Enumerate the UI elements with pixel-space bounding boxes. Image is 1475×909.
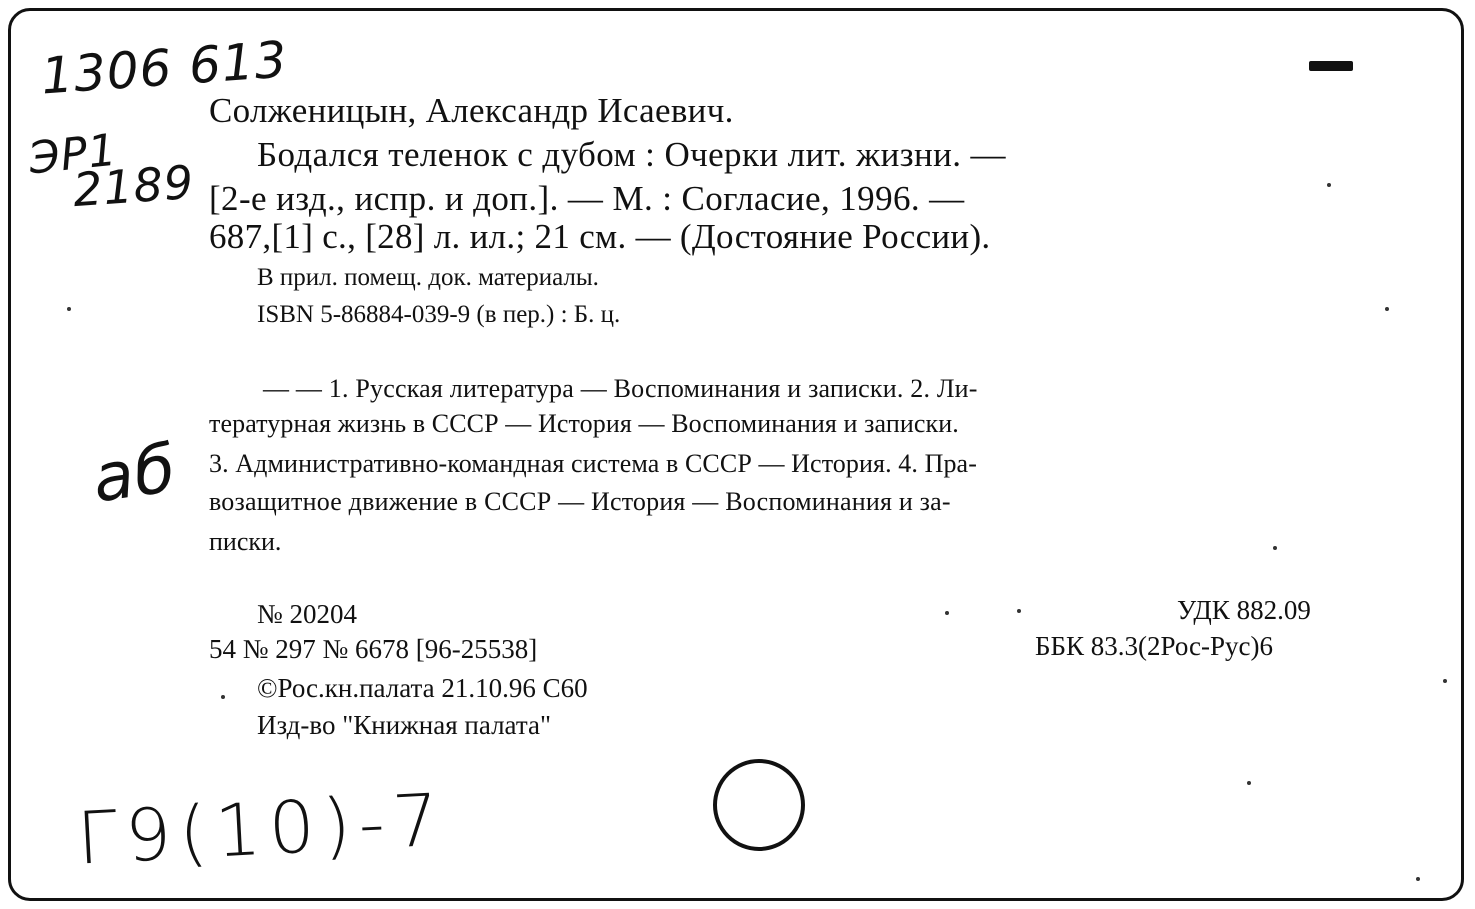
- stamp-circle: [713, 759, 805, 851]
- bbk-code: ББК 83.3(2Рос-Рус)6: [1035, 631, 1273, 661]
- record-number: № 20204: [257, 599, 358, 629]
- subject-line-2: тературная жизнь в СССР — История — Воспоминания и записки.: [209, 409, 959, 438]
- scan-speck: [1416, 877, 1420, 881]
- publisher-line: Изд-во "Книжная палата": [257, 710, 551, 740]
- scan-speck: [1273, 546, 1277, 550]
- udk-code: УДК 882.09: [1177, 595, 1311, 625]
- author-heading: Солженицын, Александр Исаевич.: [209, 91, 734, 130]
- scan-speck: [1385, 307, 1389, 311]
- numbers-line: 54 № 297 № 6678 [96-25538]: [209, 634, 538, 664]
- copyright-line: ©Рос.кн.палата 21.10.96 С60: [257, 673, 588, 703]
- annotation-note: В прил. помещ. док. материалы.: [257, 264, 599, 291]
- corner-mark: [1309, 61, 1353, 71]
- scan-speck: [945, 611, 949, 615]
- handwritten-bottom-code: Г9(10)-7: [75, 777, 449, 881]
- scan-speck: [1327, 183, 1331, 187]
- handwritten-code: ЭР1: [26, 124, 120, 185]
- scan-speck: [1443, 679, 1447, 683]
- scan-speck: [221, 695, 225, 699]
- scan-speck: [67, 307, 71, 311]
- handwritten-code-2: 2189: [71, 154, 196, 218]
- scan-speck: [1247, 781, 1251, 785]
- handwritten-initials: аб: [87, 429, 182, 518]
- title-line-1: Бодался теленок с дубом : Очерки лит. жизни. —: [257, 135, 1006, 174]
- title-line-2: [2-е изд., испр. и доп.]. — М. : Согласие, 1996. —: [209, 179, 965, 218]
- handwritten-number: 1306 613: [39, 30, 290, 106]
- catalog-card: [8, 8, 1464, 901]
- subject-line-4: возащитное движение в СССР — История — Воспоминания и за-: [209, 487, 951, 516]
- scan-speck: [1017, 609, 1021, 613]
- title-line-3: 687,[1] с., [28] л. ил.; 21 см. — (Достояние России).: [209, 217, 991, 256]
- subject-line-3: 3. Административно-командная система в СССР — История. 4. Пра-: [209, 449, 977, 478]
- isbn-line: ISBN 5-86884-039-9 (в пер.) : Б. ц.: [257, 301, 621, 328]
- subject-line-5: писки.: [209, 527, 282, 556]
- subject-line-1: — — 1. Русская литература — Воспоминания и записки. 2. Ли-: [263, 374, 978, 403]
